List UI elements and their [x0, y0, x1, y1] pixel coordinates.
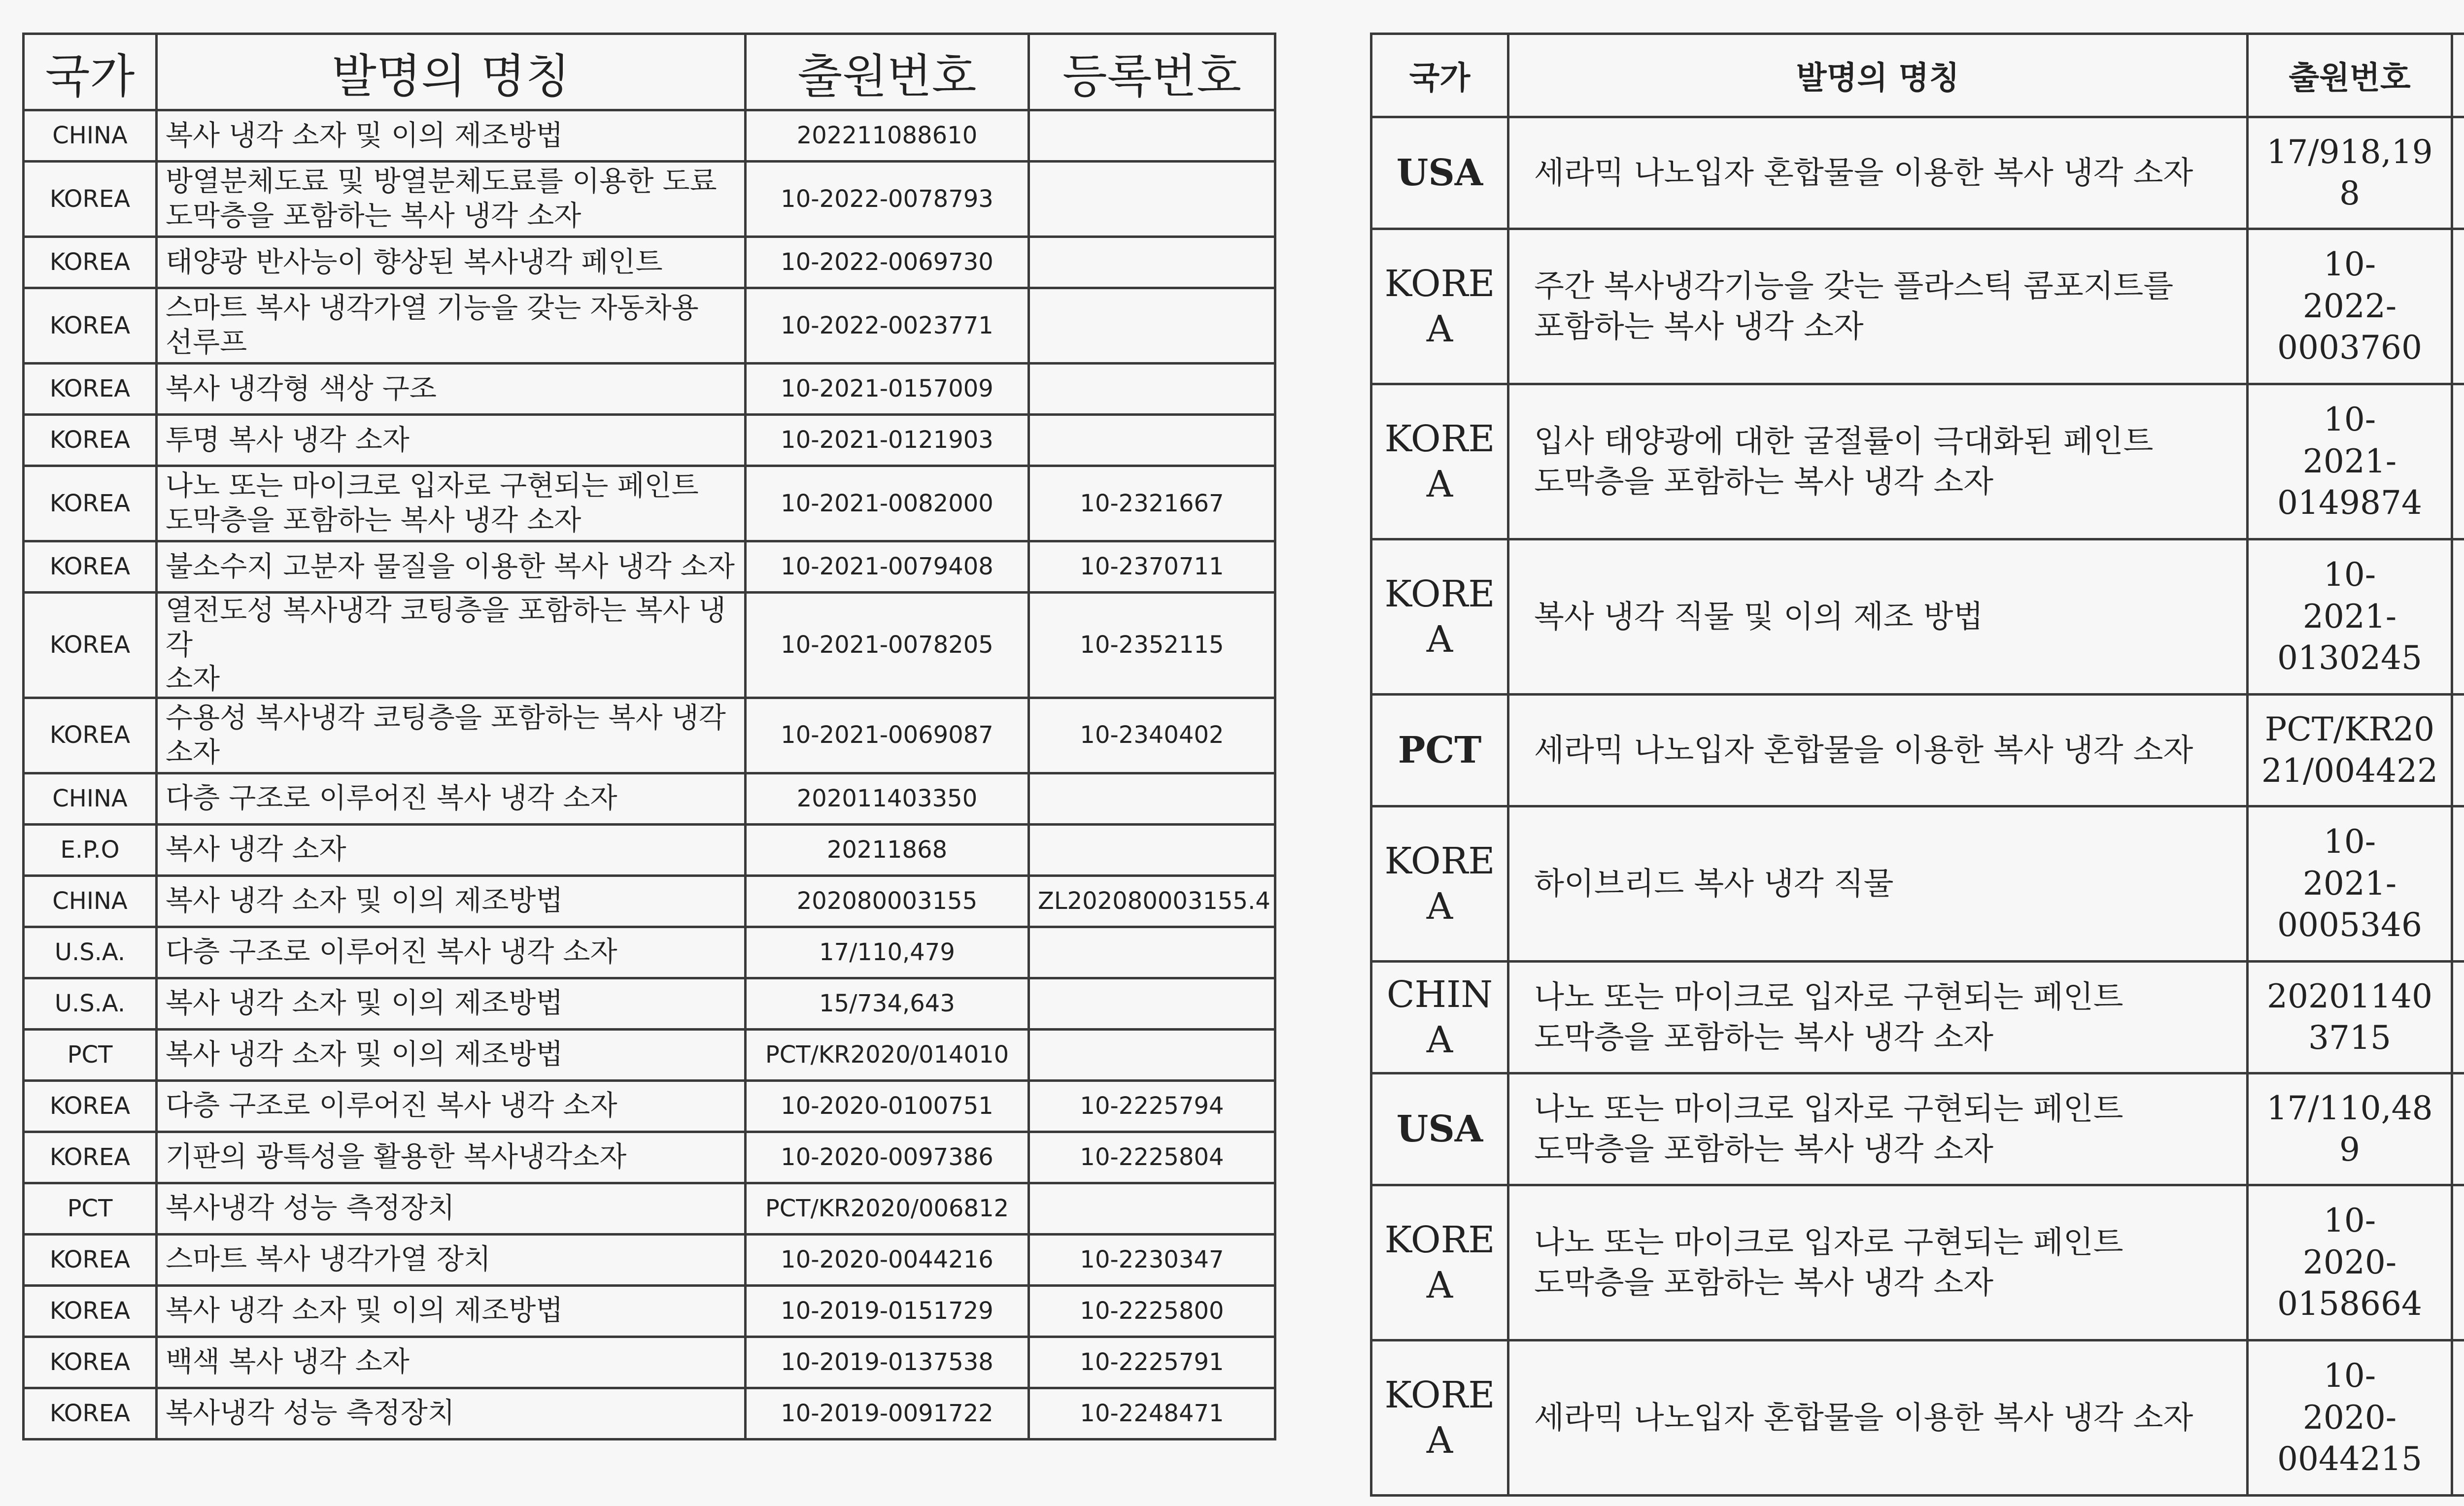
registration-number-cell: [1029, 364, 1275, 415]
right-header-row: [1371, 34, 2464, 117]
header-application-number: 출원번호: [2248, 34, 2452, 117]
registration-number-cell: [1029, 1029, 1275, 1080]
title-cell: 복사냉각 성능 측정장치: [157, 1388, 746, 1439]
table-row: [1371, 117, 2464, 229]
title-cell: 다층 구조로 이루어진 복사 냉각 소자: [157, 927, 746, 978]
application-number-cell: 10-2020-0097386: [746, 1132, 1029, 1183]
table-row: [24, 593, 1275, 698]
country-cell: E.P.O: [24, 824, 157, 875]
table-row: [24, 1285, 1275, 1337]
title-cell: 주간 복사냉각기능을 갖는 플라스틱 콤포지트를 포함하는 복사 냉각 소자: [1508, 229, 2248, 384]
registration-number-cell: [1029, 978, 1275, 1029]
table-row: [24, 237, 1275, 288]
country-cell: PCT: [1371, 695, 1508, 806]
title-cell: 나노 또는 마이크로 입자로 구현되는 페인트 도막층을 포함하는 복사 냉각 소자: [1508, 962, 2248, 1073]
application-number-cell: 10-2019-0091722: [746, 1388, 1029, 1439]
country-cell: KOREA: [24, 288, 157, 364]
country-cell: PCT: [24, 1029, 157, 1080]
registration-number-cell: [2452, 1340, 2464, 1496]
registration-number-cell: [2452, 117, 2464, 229]
registration-number-cell: [1029, 1183, 1275, 1234]
registration-number-cell: [1029, 824, 1275, 875]
header-title: 발명의 명칭: [1508, 34, 2248, 117]
title-cell: 수용성 복사냉각 코팅층을 포함하는 복사 냉각 소자: [157, 698, 746, 773]
right-patent-table: [1370, 33, 2464, 1497]
registration-number-cell: [1029, 927, 1275, 978]
application-number-cell: 17/918,19 8: [2248, 117, 2452, 229]
application-number-cell: 20201140 3715: [2248, 962, 2452, 1073]
application-number-cell: 10-2021-0157009: [746, 364, 1029, 415]
application-number-cell: 10- 2021- 0130245: [2248, 539, 2452, 695]
table-row: [24, 364, 1275, 415]
country-cell: KOREA: [24, 1080, 157, 1132]
table-row: [1371, 1073, 2464, 1185]
table-row: [1371, 229, 2464, 384]
country-cell: CHIN A: [1371, 962, 1508, 1073]
application-number-cell: 10-2022-0023771: [746, 288, 1029, 364]
country-cell: CHINA: [24, 875, 157, 927]
title-cell: 백색 복사 냉각 소자: [157, 1337, 746, 1388]
header-registration-number: 등록번호: [1029, 34, 1275, 110]
registration-number-cell: [2452, 1185, 2464, 1340]
table-row: [24, 1234, 1275, 1285]
title-cell: 스마트 복사 냉각가열 기능을 갖는 자동차용 선루프: [157, 288, 746, 364]
title-cell: 태양광 반사능이 향상된 복사냉각 페인트: [157, 237, 746, 288]
application-number-cell: 10-2021-0079408: [746, 541, 1029, 593]
registration-number-cell: [2452, 229, 2464, 384]
title-cell: 복사 냉각 소자 및 이의 제조방법: [157, 978, 746, 1029]
title-cell: 열전도성 복사냉각 코팅층을 포함하는 복사 냉각 소자: [157, 593, 746, 698]
application-number-cell: PCT/KR2020/014010: [746, 1029, 1029, 1080]
header-registration-number: [2452, 34, 2464, 117]
application-number-cell: 10-2022-0069730: [746, 237, 1029, 288]
registration-number-cell: [1029, 773, 1275, 824]
country-cell: CHINA: [24, 110, 157, 162]
application-number-cell: 10-2021-0121903: [746, 415, 1029, 466]
registration-number-cell: 10-2225804: [1029, 1132, 1275, 1183]
registration-number-cell: 10-2370711: [1029, 541, 1275, 593]
title-cell: 다층 구조로 이루어진 복사 냉각 소자: [157, 1080, 746, 1132]
table-row: [24, 1183, 1275, 1234]
country-cell: CHINA: [24, 773, 157, 824]
table-row: [1371, 695, 2464, 806]
title-cell: 나노 또는 마이크로 입자로 구현되는 페인트 도막층을 포함하는 복사 냉각 소자: [157, 466, 746, 541]
country-cell: KORE A: [1371, 806, 1508, 962]
country-cell: KORE A: [1371, 539, 1508, 695]
application-number-cell: 10- 2020- 0044215: [2248, 1340, 2452, 1496]
registration-number-cell: [2452, 806, 2464, 962]
application-number-cell: 10- 2022- 0003760: [2248, 229, 2452, 384]
application-number-cell: 20211868: [746, 824, 1029, 875]
table-row: [1371, 1185, 2464, 1340]
header-country: 국가: [1371, 34, 1508, 117]
registration-number-cell: 10-2230347: [1029, 1234, 1275, 1285]
table-row: [1371, 384, 2464, 539]
table-row: [1371, 962, 2464, 1073]
country-cell: KOREA: [24, 466, 157, 541]
application-number-cell: 10-2019-0137538: [746, 1337, 1029, 1388]
country-cell: U.S.A.: [24, 978, 157, 1029]
table-row: [24, 162, 1275, 237]
table-row: [24, 773, 1275, 824]
table-row: [24, 541, 1275, 593]
country-cell: KOREA: [24, 415, 157, 466]
registration-number-cell: [2452, 1073, 2464, 1185]
title-cell: 세라믹 나노입자 혼합물을 이용한 복사 냉각 소자: [1508, 117, 2248, 229]
registration-number-cell: 10-2321667: [1029, 466, 1275, 541]
registration-number-cell: 10-2225791: [1029, 1337, 1275, 1388]
title-cell: 입사 태양광에 대한 굴절률이 극대화된 페인트 도막층을 포함하는 복사 냉각 소자: [1508, 384, 2248, 539]
country-cell: KOREA: [24, 593, 157, 698]
registration-number-cell: 10-2352115: [1029, 593, 1275, 698]
title-cell: 하이브리드 복사 냉각 직물: [1508, 806, 2248, 962]
registration-number-cell: [1029, 162, 1275, 237]
application-number-cell: 15/734,643: [746, 978, 1029, 1029]
title-cell: 복사냉각 성능 측정장치: [157, 1183, 746, 1234]
table-row: [1371, 1340, 2464, 1496]
table-row: [24, 824, 1275, 875]
registration-number-cell: [1029, 288, 1275, 364]
registration-number-cell: [2452, 695, 2464, 806]
table-row: [24, 927, 1275, 978]
table-row: [24, 1029, 1275, 1080]
table-row: [1371, 806, 2464, 962]
application-number-cell: 10-2020-0044216: [746, 1234, 1029, 1285]
title-cell: 방열분체도료 및 방열분체도료를 이용한 도료 도막층을 포함하는 복사 냉각 소자: [157, 162, 746, 237]
country-cell: KOREA: [24, 541, 157, 593]
application-number-cell: 17/110,48 9: [2248, 1073, 2452, 1185]
header-application-number: 출원번호: [746, 34, 1029, 110]
title-cell: 나노 또는 마이크로 입자로 구현되는 페인트 도막층을 포함하는 복사 냉각 소자: [1508, 1073, 2248, 1185]
title-cell: 복사 냉각형 색상 구조: [157, 364, 746, 415]
application-number-cell: 10- 2021- 0005346: [2248, 806, 2452, 962]
application-number-cell: 10- 2020- 0158664: [2248, 1185, 2452, 1340]
registration-number-cell: ZL202080003155.4: [1029, 875, 1275, 927]
country-cell: KOREA: [24, 1337, 157, 1388]
title-cell: 복사 냉각 직물 및 이의 제조 방법: [1508, 539, 2248, 695]
table-row: [24, 978, 1275, 1029]
title-cell: 복사 냉각 소자 및 이의 제조방법: [157, 875, 746, 927]
application-number-cell: PCT/KR20 21/004422: [2248, 695, 2452, 806]
application-number-cell: 10-2021-0082000: [746, 466, 1029, 541]
country-cell: KOREA: [24, 698, 157, 773]
title-cell: 나노 또는 마이크로 입자로 구현되는 페인트 도막층을 포함하는 복사 냉각 소자: [1508, 1185, 2248, 1340]
application-number-cell: 10-2019-0151729: [746, 1285, 1029, 1337]
title-cell: 기판의 광특성을 활용한 복사냉각소자: [157, 1132, 746, 1183]
application-number-cell: 10-2022-0078793: [746, 162, 1029, 237]
table-row: [24, 698, 1275, 773]
title-cell: 복사 냉각 소자 및 이의 제조방법: [157, 110, 746, 162]
table-row: [24, 415, 1275, 466]
registration-number-cell: [1029, 110, 1275, 162]
left-header-row: [24, 34, 1275, 110]
title-cell: 스마트 복사 냉각가열 장치: [157, 1234, 746, 1285]
country-cell: KOREA: [24, 364, 157, 415]
table-row: [24, 466, 1275, 541]
country-cell: U.S.A.: [24, 927, 157, 978]
registration-number-cell: 10-2248471: [1029, 1388, 1275, 1439]
registration-number-cell: [2452, 962, 2464, 1073]
application-number-cell: 202211088610: [746, 110, 1029, 162]
title-cell: 복사 냉각 소자 및 이의 제조방법: [157, 1285, 746, 1337]
title-cell: 세라믹 나노입자 혼합물을 이용한 복사 냉각 소자: [1508, 1340, 2248, 1496]
table-row: [24, 288, 1275, 364]
title-cell: 복사 냉각 소자 및 이의 제조방법: [157, 1029, 746, 1080]
application-number-cell: 202011403350: [746, 773, 1029, 824]
header-country: 국가: [24, 34, 157, 110]
country-cell: KOREA: [24, 162, 157, 237]
application-number-cell: PCT/KR2020/006812: [746, 1183, 1029, 1234]
title-cell: 세라믹 나노입자 혼합물을 이용한 복사 냉각 소자: [1508, 695, 2248, 806]
title-cell: 투명 복사 냉각 소자: [157, 415, 746, 466]
registration-number-cell: 10-2340402: [1029, 698, 1275, 773]
header-title: 발명의 명칭: [157, 34, 746, 110]
country-cell: KORE A: [1371, 1340, 1508, 1496]
application-number-cell: 10- 2021- 0149874: [2248, 384, 2452, 539]
country-cell: KORE A: [1371, 1185, 1508, 1340]
title-cell: 복사 냉각 소자: [157, 824, 746, 875]
table-row: [1371, 539, 2464, 695]
title-cell: 불소수지 고분자 물질을 이용한 복사 냉각 소자: [157, 541, 746, 593]
table-row: [24, 1132, 1275, 1183]
country-cell: KOREA: [24, 1234, 157, 1285]
application-number-cell: 10-2020-0100751: [746, 1080, 1029, 1132]
registration-number-cell: [2452, 539, 2464, 695]
country-cell: KOREA: [24, 1388, 157, 1439]
country-cell: KOREA: [24, 237, 157, 288]
table-row: [24, 875, 1275, 927]
application-number-cell: 10-2021-0078205: [746, 593, 1029, 698]
title-cell: 다층 구조로 이루어진 복사 냉각 소자: [157, 773, 746, 824]
country-cell: KOREA: [24, 1285, 157, 1337]
country-cell: KORE A: [1371, 384, 1508, 539]
table-row: [24, 1080, 1275, 1132]
table-row: [24, 110, 1275, 162]
country-cell: PCT: [24, 1183, 157, 1234]
country-cell: KORE A: [1371, 229, 1508, 384]
country-cell: USA: [1371, 117, 1508, 229]
registration-number-cell: [1029, 415, 1275, 466]
table-row: [24, 1388, 1275, 1439]
application-number-cell: 17/110,479: [746, 927, 1029, 978]
registration-number-cell: 10-2225800: [1029, 1285, 1275, 1337]
left-patent-table: [22, 33, 1276, 1440]
table-row: [24, 1337, 1275, 1388]
country-cell: USA: [1371, 1073, 1508, 1185]
registration-number-cell: [2452, 384, 2464, 539]
registration-number-cell: [1029, 237, 1275, 288]
application-number-cell: 10-2021-0069087: [746, 698, 1029, 773]
country-cell: KOREA: [24, 1132, 157, 1183]
registration-number-cell: 10-2225794: [1029, 1080, 1275, 1132]
application-number-cell: 202080003155: [746, 875, 1029, 927]
